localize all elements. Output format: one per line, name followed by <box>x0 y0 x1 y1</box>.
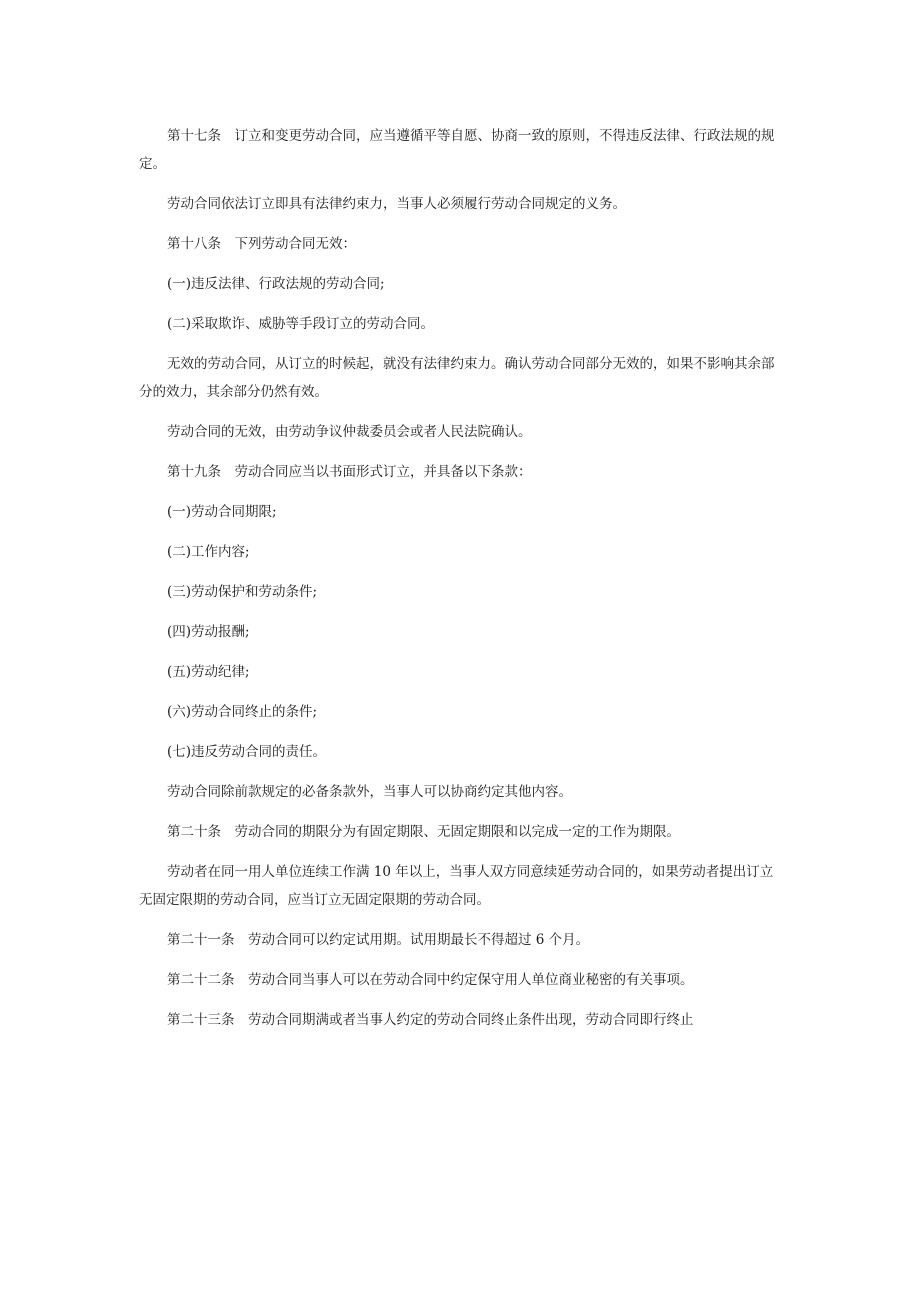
list-item: (三)劳动保护和劳动条件; <box>167 584 318 600</box>
list-item: (二)工作内容; <box>167 544 250 560</box>
list-item: (二)采取欺诈、威胁等手段订立的劳动合同。 <box>167 316 435 332</box>
paragraph-article-22: 第二十二条 劳动合同当事人可以在劳动合同中约定保守用人单位商业秘密的有关事项。 <box>167 972 694 988</box>
paragraph: 无效的劳动合同，从订立的时候起，就没有法律约束力。确认劳动合同部分无效的，如果不影响其余部分的效力，其余部分仍然有效。 <box>139 356 775 400</box>
list-item: (四)劳动报酬; <box>167 624 250 640</box>
paragraph-article-19: 第十九条 劳动合同应当以书面形式订立，并具备以下条款： <box>167 464 532 480</box>
list-item: (五)劳动纪律; <box>167 664 250 680</box>
paragraph-article-21: 第二十一条 劳动合同可以约定试用期。试用期最长不得超过 6 个月。 <box>167 932 590 948</box>
paragraph-article-17: 第十七条 订立和变更劳动合同，应当遵循平等自愿、协商一致的原则，不得违反法律、行政法规的规定。 <box>139 128 775 172</box>
paragraph: 劳动合同依法订立即具有法律约束力，当事人必须履行劳动合同规定的义务。 <box>167 196 626 212</box>
list-item: (一)劳动合同期限; <box>167 504 277 520</box>
list-item: (七)违反劳动合同的责任。 <box>167 744 327 760</box>
paragraph-article-18: 第十八条 下列劳动合同无效： <box>167 236 356 252</box>
paragraph-article-20: 第二十条 劳动合同的期限分为有固定期限、无固定期限和以完成一定的工作为期限。 <box>167 824 680 840</box>
list-item: (一)违反法律、行政法规的劳动合同; <box>167 276 385 292</box>
paragraph: 劳动合同的无效，由劳动争议仲裁委员会或者人民法院确认。 <box>167 424 532 440</box>
paragraph: 劳动合同除前款规定的必备条款外，当事人可以协商约定其他内容。 <box>167 784 572 800</box>
list-item: (六)劳动合同终止的条件; <box>167 704 318 720</box>
paragraph-article-23: 第二十三条 劳动合同期满或者当事人约定的劳动合同终止条件出现，劳动合同即行终止 <box>167 1012 694 1028</box>
paragraph: 劳动者在同一用人单位连续工作满 10 年以上，当事人双方同意续延劳动合同的，如果劳动者提出订立无固定限期的劳动合同，应当订立无固定限期的劳动合同。 <box>139 864 774 908</box>
document-body <box>139 122 784 1046</box>
